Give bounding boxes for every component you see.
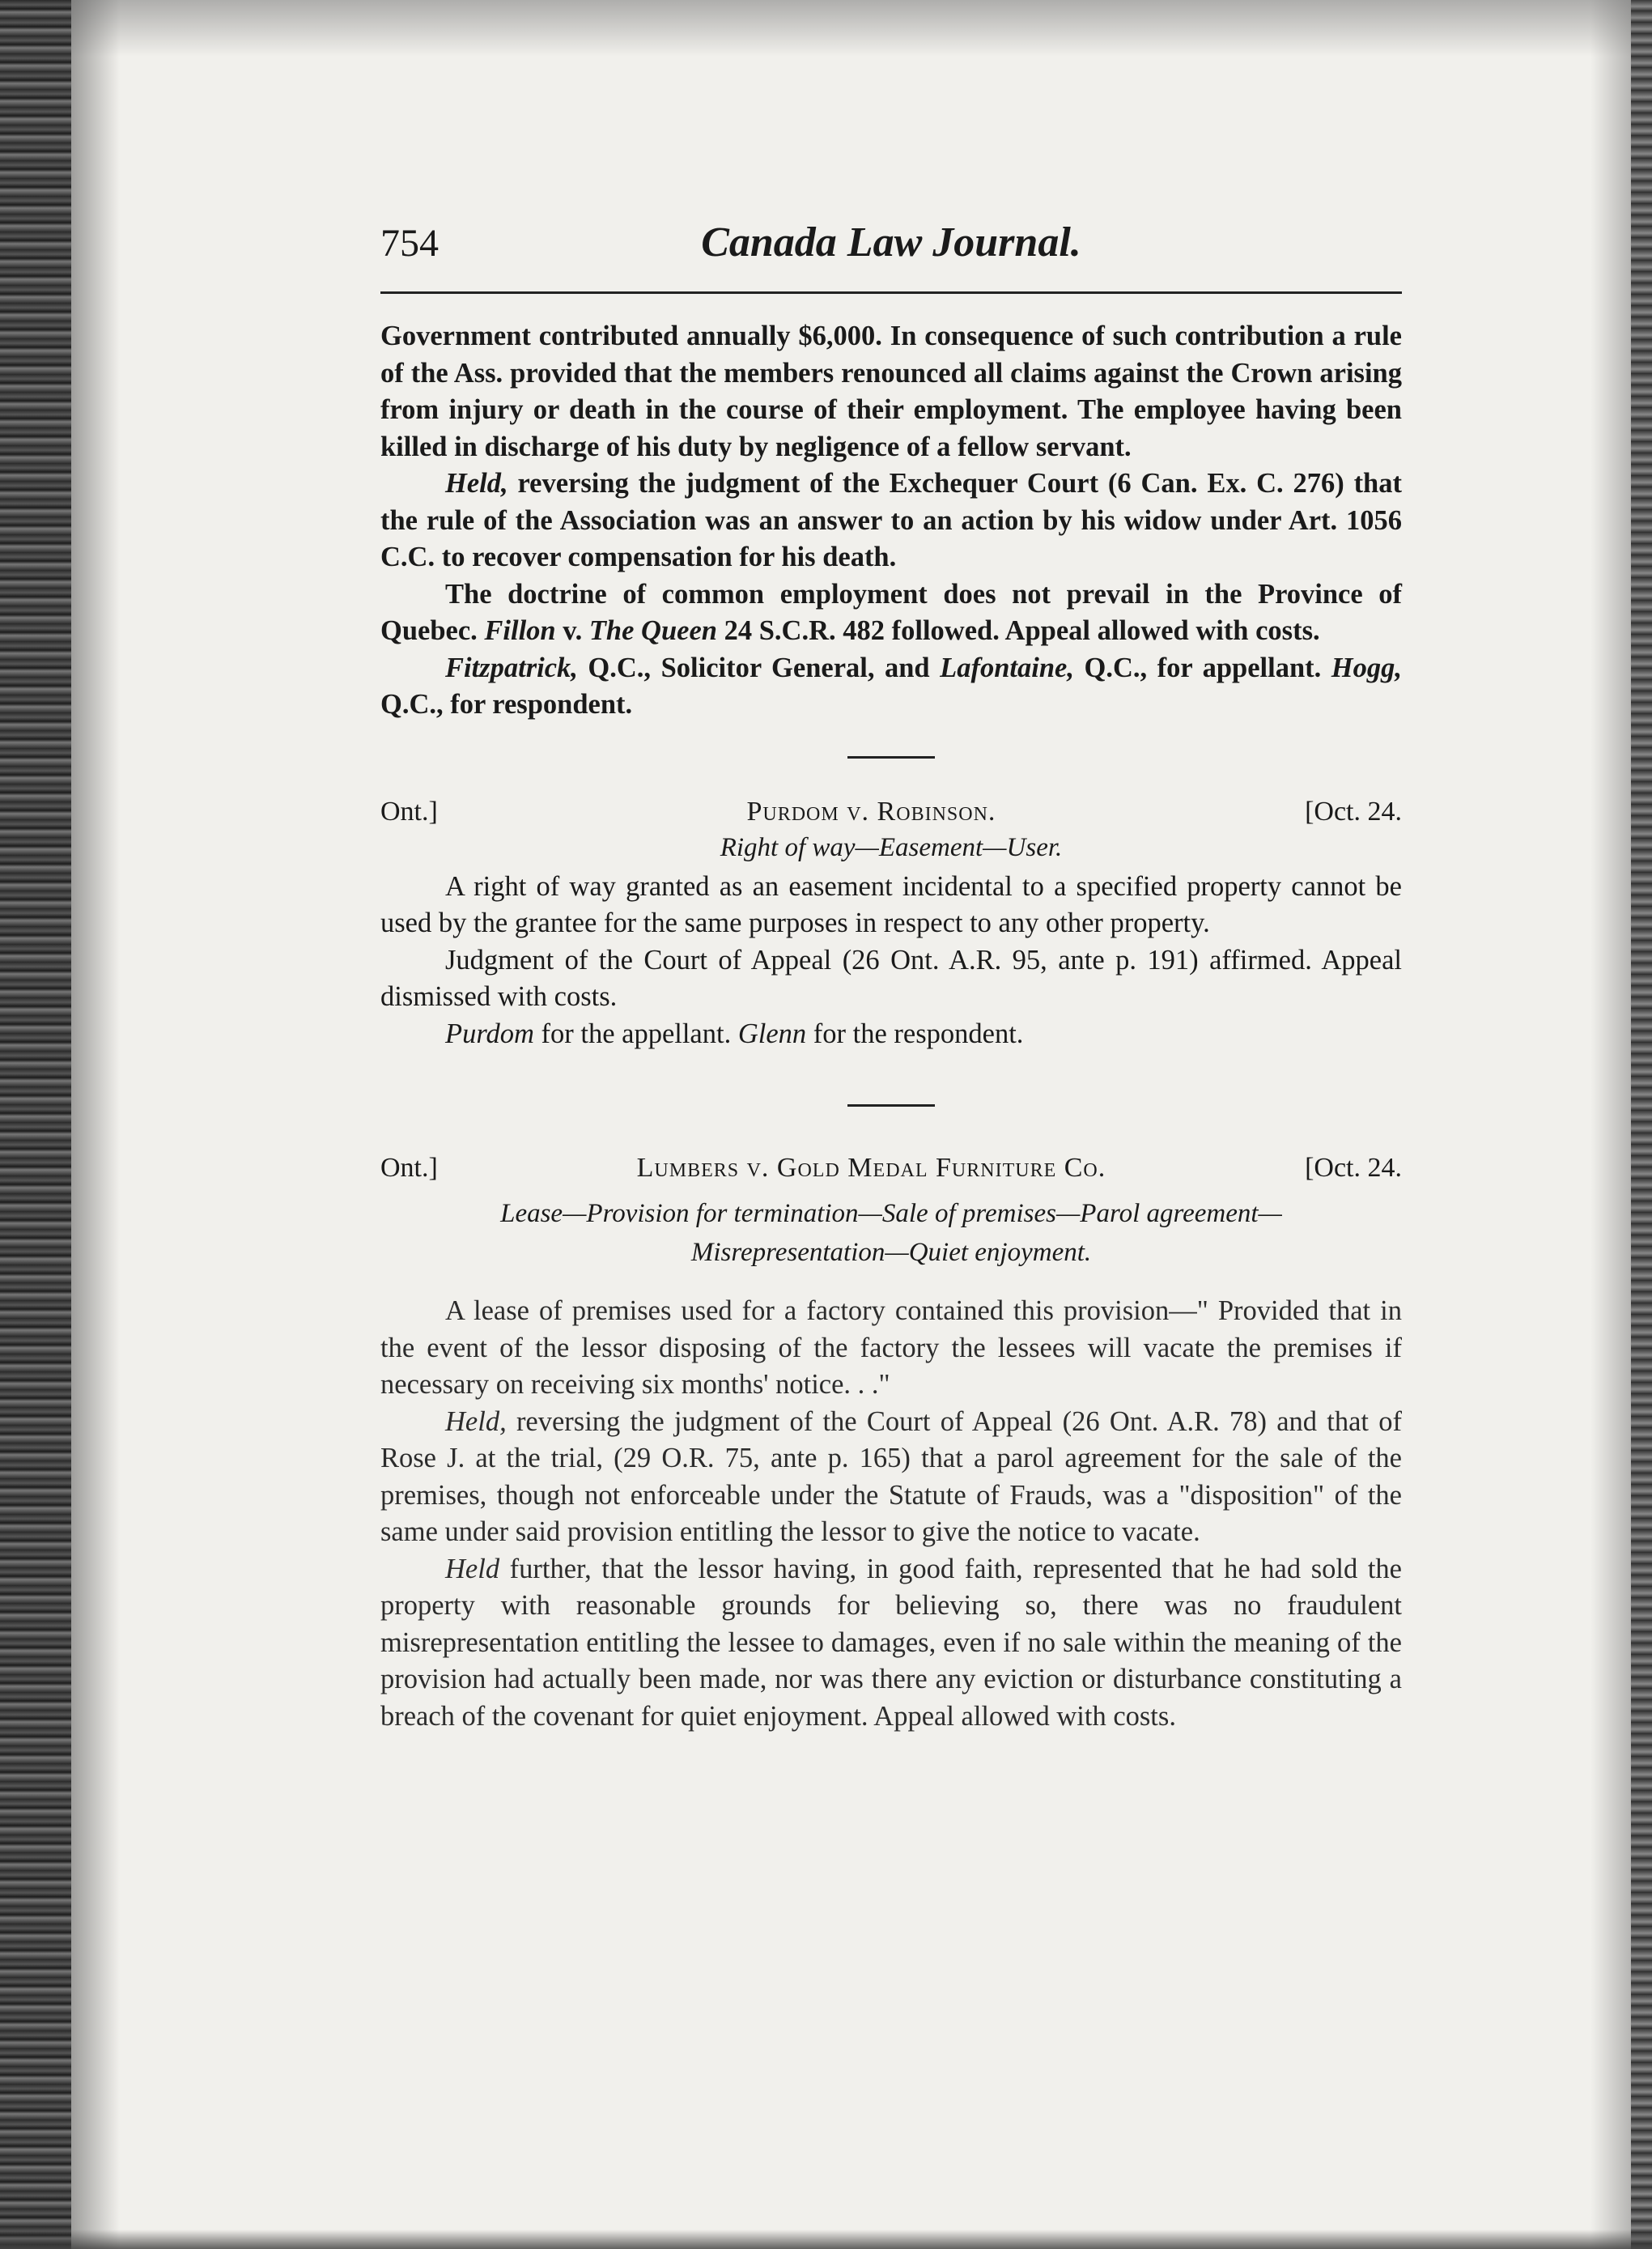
paragraph-counsel bbox=[380, 650, 1402, 724]
paragraph-held bbox=[380, 466, 1402, 576]
scan-shadow-left bbox=[71, 0, 120, 2249]
journal-page bbox=[380, 219, 1402, 1735]
page-header bbox=[380, 219, 1402, 275]
case-subject-line2: Misrepresentation—Quiet enjoyment. bbox=[690, 1238, 1092, 1267]
counsel-text-b: Q.C., for appellant. bbox=[1073, 652, 1331, 683]
court-label: Ont.] bbox=[380, 1153, 438, 1183]
journal-title: Canada Law Journal. bbox=[701, 219, 1081, 266]
counsel-text-a: for the appellant. bbox=[533, 1018, 738, 1049]
scan-shadow-right bbox=[1590, 0, 1631, 2249]
case-heading bbox=[380, 794, 1402, 830]
case-subject-line1: Lease—Provision for termination—Sale of premises—Parol agreement— bbox=[500, 1199, 1282, 1228]
section-separator bbox=[847, 756, 935, 759]
paragraph-held bbox=[380, 1404, 1402, 1551]
paragraph-counsel bbox=[380, 1016, 1402, 1053]
scan-edge-bottom bbox=[0, 2230, 1652, 2249]
case-lumbers-gold-medal bbox=[380, 1150, 1402, 1735]
case-subject: Right of way—Easement—User. bbox=[720, 832, 1063, 862]
counsel-lafontaine: Lafontaine, bbox=[940, 652, 1074, 683]
paragraph-headnote: A right of way granted as an easement incidental to a specified property cannot be used by the grantee for the same purposes in respect to any other property. bbox=[380, 870, 1402, 938]
held-text: reversing the judgment of the Exchequer Court (6 Can. Ex. C. 276) that the rule of the Association was an answer to an action by his widow under Art. 1056 C.C. to recover compensation for his death. bbox=[380, 468, 1402, 572]
paragraph-held-further bbox=[380, 1551, 1402, 1736]
counsel-text-c: Q.C., for respondent. bbox=[380, 689, 633, 720]
counsel-purdom: Purdom bbox=[445, 1018, 534, 1049]
scan-edge-right bbox=[1631, 0, 1652, 2249]
cited-case-fillon: Fillon bbox=[484, 615, 556, 646]
held-label: Held, bbox=[445, 1405, 507, 1437]
paragraph-lease-provision: A lease of premises used for a factory contained this provision—" Provided that in the event of the lessor disposing of the factory the lessees will vacate the premises if necessary on receiving six months' notice. . ." bbox=[380, 1295, 1402, 1400]
scan-edge-left bbox=[0, 0, 71, 2249]
scan-edge-top bbox=[0, 0, 1652, 57]
cited-case-queen: The Queen bbox=[588, 615, 717, 646]
section-continued-case bbox=[380, 318, 1402, 724]
doctrine-text: The doctrine of common employment does not prevail in the Province of Quebec. bbox=[380, 578, 1402, 646]
held-further-label: Held bbox=[445, 1553, 500, 1584]
case-purdom-robinson bbox=[380, 794, 1402, 1053]
case-date: [Oct. 24. bbox=[1305, 796, 1402, 827]
case-name: Lumbers v. Gold Medal Furniture Co. bbox=[636, 1153, 1106, 1183]
section-separator bbox=[847, 1104, 935, 1107]
paragraph-judgment: Judgment of the Court of Appeal (26 Ont. A.R. 95, ante p. 191) affirmed. Appeal dismissed with costs. bbox=[380, 944, 1402, 1012]
page-number: 754 bbox=[380, 222, 439, 265]
counsel-fitzpatrick: Fitzpatrick, bbox=[445, 652, 578, 683]
versus-text: v. bbox=[555, 615, 589, 646]
held-further-text: further, that the lessor having, in good faith, represented that he had sold the property with reasonable grounds for believing so, there was no fraudulent misrepresentation entitling the lessee to damages, even if no sale within the meaning of the provision had actually been made, nor was there any eviction or disturbance constituting a breach of the covenant for quiet enjoyment. Appeal allowed with costs. bbox=[380, 1553, 1402, 1732]
case-name: Purdom v. Robinson. bbox=[746, 796, 996, 827]
header-rule bbox=[380, 291, 1402, 294]
paragraph-doctrine bbox=[380, 576, 1402, 650]
held-text: reversing the judgment of the Court of Appeal (26 Ont. A.R. 78) and that of Rose J. at the trial, (29 O.R. 75, ante p. 165) that a parol agreement for the sale of the premises, though not enforceable under the Statute of Frauds, was a "disposition" of the same under said provision entitling the lessor to give the notice to vacate. bbox=[380, 1405, 1402, 1547]
doctrine-text-end: 24 S.C.R. 482 followed. Appeal allowed with costs. bbox=[716, 615, 1320, 646]
counsel-glenn: Glenn bbox=[737, 1018, 807, 1049]
court-label: Ont.] bbox=[380, 796, 438, 827]
case-date: [Oct. 24. bbox=[1305, 1153, 1402, 1183]
held-label: Held, bbox=[445, 468, 508, 499]
counsel-hogg: Hogg, bbox=[1331, 652, 1402, 683]
counsel-text-b: for the respondent. bbox=[806, 1018, 1024, 1049]
case-heading bbox=[380, 1150, 1402, 1186]
counsel-text-a: Q.C., Solicitor General, and bbox=[577, 652, 941, 683]
paragraph-facts: Government contributed annually $6,000. In consequence of such contribution a rule of the Ass. provided that the members renounced all claims against the Crown arising from injury or death in the course of their employment. The employee having been killed in discharge of his duty by negligence of a fellow servant. bbox=[380, 321, 1402, 462]
